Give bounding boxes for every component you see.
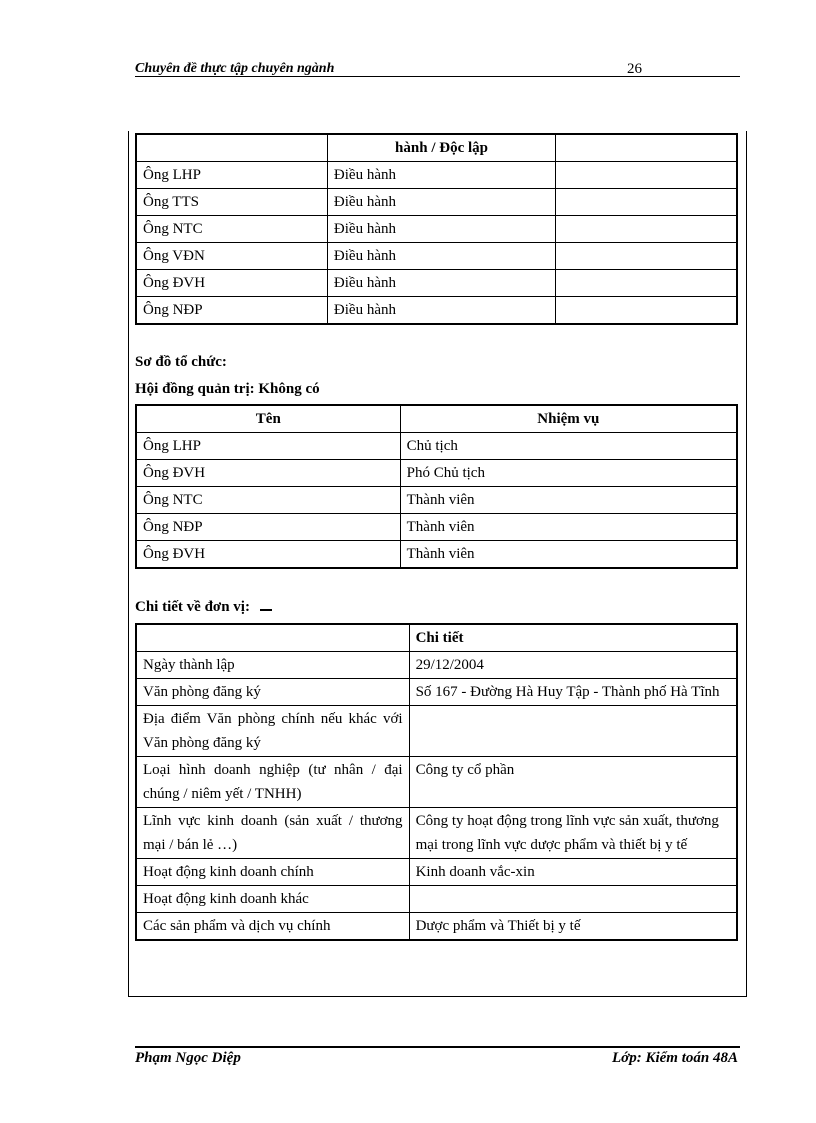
table-cell	[556, 270, 737, 297]
footer-author: Phạm Ngọc Diệp	[135, 1050, 241, 1066]
table-cell: Phó Chủ tịch	[400, 460, 737, 487]
table-cell: Ông ĐVH	[136, 270, 327, 297]
table-row	[136, 886, 737, 913]
details-heading	[135, 599, 272, 616]
table-row	[136, 652, 737, 679]
table-cell: 29/12/2004	[409, 652, 737, 679]
table-cell: Chủ tịch	[400, 433, 737, 460]
table-row	[136, 487, 737, 514]
table-cell	[556, 243, 737, 270]
table-row	[136, 706, 737, 757]
table-row	[136, 808, 737, 859]
table-cell: Văn phòng đăng ký	[136, 679, 409, 706]
board-heading: Hội đồng quản trị: Không có	[135, 381, 320, 397]
table-row	[136, 541, 737, 569]
management-table	[135, 133, 738, 325]
table-row	[136, 460, 737, 487]
table-cell: Chi tiết	[409, 624, 737, 652]
table-row	[136, 134, 737, 162]
table-cell: Thành viên	[400, 541, 737, 569]
header-page-number: 26	[627, 61, 642, 77]
table-cell: Ông NĐP	[136, 514, 400, 541]
table-row	[136, 189, 737, 216]
table-cell: Điều hành	[327, 189, 555, 216]
table-cell	[136, 624, 409, 652]
table-cell: Địa điểm Văn phòng chính nếu khác với Văn phòng đăng ký	[136, 706, 409, 757]
footer-class: Lớp: Kiểm toán 48A	[612, 1050, 738, 1066]
table-cell	[556, 189, 737, 216]
table-cell: Loại hình doanh nghiệp (tư nhân / đại chúng / niêm yết / TNHH)	[136, 757, 409, 808]
table-cell: Tên	[136, 405, 400, 433]
table-row	[136, 913, 737, 941]
table-cell: Ông VĐN	[136, 243, 327, 270]
table-row	[136, 433, 737, 460]
table-cell	[409, 886, 737, 913]
table-cell: Nhiệm vụ	[400, 405, 737, 433]
table-cell: hành / Độc lập	[327, 134, 555, 162]
cursor-underscore	[260, 609, 272, 611]
table-row	[136, 757, 737, 808]
table-cell: Điều hành	[327, 270, 555, 297]
table-cell: Ông LHP	[136, 162, 327, 189]
table-cell: Kinh doanh vắc-xin	[409, 859, 737, 886]
table-cell: Ông TTS	[136, 189, 327, 216]
table-cell	[556, 134, 737, 162]
table-cell	[556, 297, 737, 325]
table-row	[136, 162, 737, 189]
table-cell	[556, 162, 737, 189]
table-row	[136, 859, 737, 886]
table-cell: Ngày thành lập	[136, 652, 409, 679]
table-cell: Ông NTC	[136, 487, 400, 514]
org-chart-heading: Sơ đồ tổ chức:	[135, 354, 227, 370]
table-cell: Thành viên	[400, 514, 737, 541]
table-cell: Công ty cổ phần	[409, 757, 737, 808]
table-cell: Điều hành	[327, 162, 555, 189]
header-rule	[135, 76, 740, 77]
table-cell: Ông LHP	[136, 433, 400, 460]
table-row	[136, 679, 737, 706]
table-cell: Lĩnh vực kinh doanh (sản xuất / thương mại / bán lẻ …)	[136, 808, 409, 859]
table-cell: Điều hành	[327, 243, 555, 270]
table-cell: Ông ĐVH	[136, 541, 400, 569]
table-cell: Các sản phẩm và dịch vụ chính	[136, 913, 409, 941]
table-cell: Ông NTC	[136, 216, 327, 243]
table-row	[136, 624, 737, 652]
table-cell: Hoạt động kinh doanh khác	[136, 886, 409, 913]
table-cell: Điều hành	[327, 297, 555, 325]
table-cell: Công ty hoạt động trong lĩnh vực sản xuất, thương mại trong lĩnh vực dược phẩm và thiết bị y tế	[409, 808, 737, 859]
table-row	[136, 216, 737, 243]
company-details-table	[135, 623, 738, 941]
table-cell: Thành viên	[400, 487, 737, 514]
table-row	[136, 243, 737, 270]
table-row	[136, 270, 737, 297]
details-heading-text: Chi tiết về đơn vị:	[135, 599, 250, 615]
table-row	[136, 405, 737, 433]
table-cell: Điều hành	[327, 216, 555, 243]
table-cell	[136, 134, 327, 162]
table-cell: Hoạt động kinh doanh chính	[136, 859, 409, 886]
table-cell: Số 167 - Đường Hà Huy Tập - Thành phố Hà Tĩnh	[409, 679, 737, 706]
table-cell: Ông NĐP	[136, 297, 327, 325]
table-row	[136, 514, 737, 541]
table-row	[136, 297, 737, 325]
table-cell	[409, 706, 737, 757]
table-cell	[556, 216, 737, 243]
board-table	[135, 404, 738, 569]
table-cell: Dược phẩm và Thiết bị y tế	[409, 913, 737, 941]
footer-rule	[135, 1046, 740, 1048]
header-title: Chuyên đề thực tập chuyên ngành	[135, 61, 335, 76]
table-cell: Ông ĐVH	[136, 460, 400, 487]
